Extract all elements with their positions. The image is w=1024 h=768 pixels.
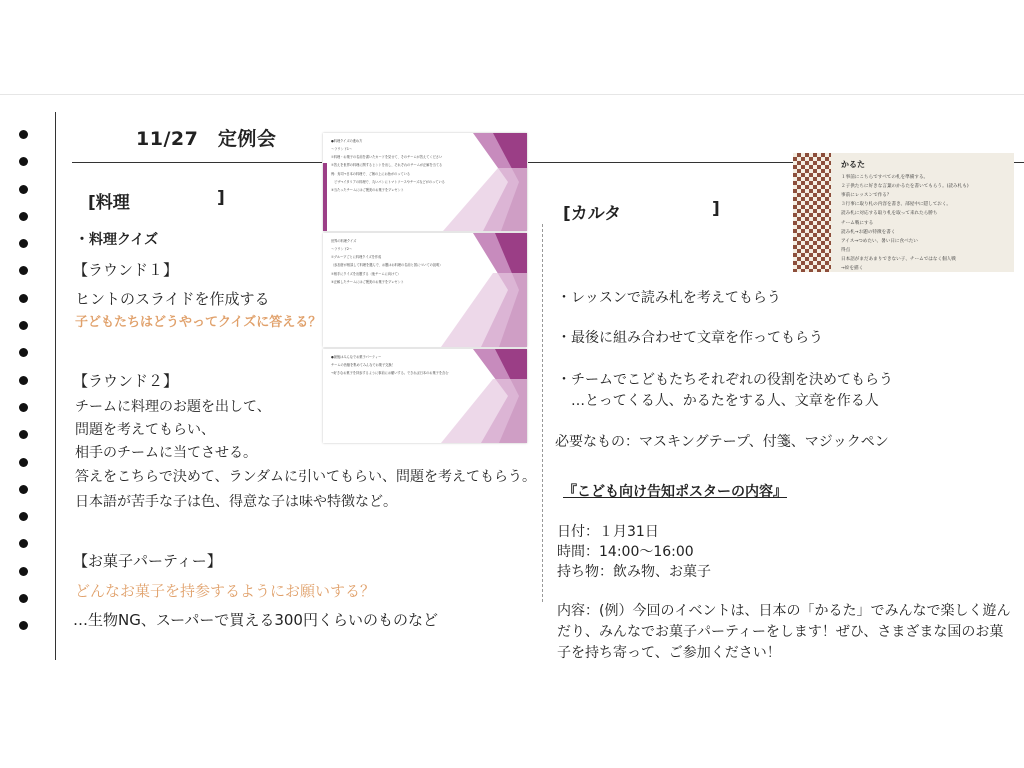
quiz-heading: ・料理クイズ [75, 232, 159, 248]
poster-content-line: だり、みんなでお菓子パーティーをします！ぜひ、さまざまな国のお菓 [557, 624, 1004, 640]
karuta-card-title: かるた [841, 160, 865, 169]
slide-thumbnail[interactable] [323, 349, 527, 443]
slide-thumbnail[interactable] [323, 133, 527, 231]
slide-text: ●料理クイズの進め方 〜ラウンド1〜 ①料理・お菓子の名前を書いたカードを見せて、そのチームが答えてください ②答えを世界の料理に関するヒントを出し、それぞれのチームが正解を当てる 例：寿司→日本の料理で、ご飯の上にお魚がのっている ピザ→イタリアの料理で、丸いパンにトマトソースやチーズなどがのっている ③当たったチームにはご褒美のお菓子をプレゼント [331, 139, 445, 192]
karuta-card-text: １事前にこちらですべての札を準備する。 ２子供たちに好きな言葉のかるたを書いてもらう。(読み札も) 事前にレッスンで作る？ ３行事に取り札の内容を書き、部屋中に隠しておく。 読み札に対応する取り札を取って来れたら勝ち チーム戦にする 読み札→お題の特徴を書く アイス→つめたい、暑い日に食べたい 得点 日本語がまだあまりできない子、チームではなく個人戦 →絵を描く [841, 175, 969, 272]
party-question: どんなお菓子を持参するようにお願いする？ [75, 582, 376, 600]
karuta-section-label-end: ] [712, 199, 720, 219]
top-divider [0, 94, 1024, 95]
poster-content-line: 内容：(例）今回のイベントは、日本の「かるた」でみんなで楽しく遊ん [557, 603, 1011, 619]
karuta-bullet: …とってくる人、かるたをする人、文章を作る人 [557, 393, 879, 409]
poster-date: 日付：１月31日 [557, 524, 659, 540]
round1-text: ヒントのスライドを作成する [75, 290, 270, 308]
round2-line: 問題を考えてもらい、 [75, 422, 215, 438]
slide-thumbnail[interactable] [323, 233, 527, 347]
party-note: …生物NG、スーパーで買える300円くらいのものなど [73, 611, 438, 629]
poster-belongings: 持ち物：飲み物、お菓子 [557, 564, 711, 580]
page-title: 11/27 定例会 [136, 128, 277, 150]
party-label: 【お菓子パーティー】 [73, 552, 222, 570]
column-divider [542, 224, 543, 602]
slide-text: 世界の料理クイズ 〜ラウンド2〜 ①グループごとに料理クイズを作成 （参加者が相談して料理を選んで、お題はお料理の名前と国についての説明） ②相手にクイズを出題する（他チームに向けて） ③正解したチームにはご褒美のお菓子をプレゼント [331, 239, 443, 284]
round2-label: 【ラウンド２】 [73, 372, 179, 390]
karuta-bullet: ・チームでこどもたちそれぞれの役割を決めてもらう [557, 372, 893, 388]
margin-line [55, 112, 56, 660]
round1-question: 子どもたちはどうやってクイズに答える？ [75, 315, 322, 330]
round2-line: 日本語が苦手な子は色、得意な子は味や特徴など。 [75, 494, 397, 510]
checker-pattern [793, 153, 831, 272]
slide-text: ●最後はみんなでお菓子パーティー チームの皆様を集めてみんなでお菓子交換！ →好きなお菓子を持参するように事前にお願いする。できれば日本のお菓子を含む [331, 355, 449, 376]
round2-line: チームに料理のお題を出して、 [75, 399, 271, 415]
karuta-card [793, 153, 1014, 272]
karuta-section-label: [カルタ [563, 204, 622, 224]
cooking-section-label: [料理 [88, 193, 130, 213]
round2-line: 答えをこちらで決めて、ランダムに引いてもらい、問題を考えてもらう。 [75, 469, 537, 485]
poster-content-line: 子を持ち寄って、ご参加ください！ [557, 645, 781, 661]
header-underline-left [72, 162, 322, 163]
karuta-bullet: ・レッスンで読み札を考えてもらう [557, 290, 781, 306]
karuta-bullet: ・最後に組み合わせて文章を作ってもらう [557, 330, 823, 346]
round2-line: 相手のチームに当てさせる。 [75, 445, 257, 461]
needs-text: 必要なもの：マスキングテープ、付箋、マジックペン [555, 434, 889, 450]
cooking-section-label-end: ] [217, 188, 225, 208]
binder-rings [19, 130, 33, 649]
round1-label: 【ラウンド１】 [73, 261, 179, 279]
poster-time: 時間：14:00〜16:00 [557, 544, 694, 560]
poster-title: 『こども向け告知ポスターの内容』 [563, 484, 787, 500]
